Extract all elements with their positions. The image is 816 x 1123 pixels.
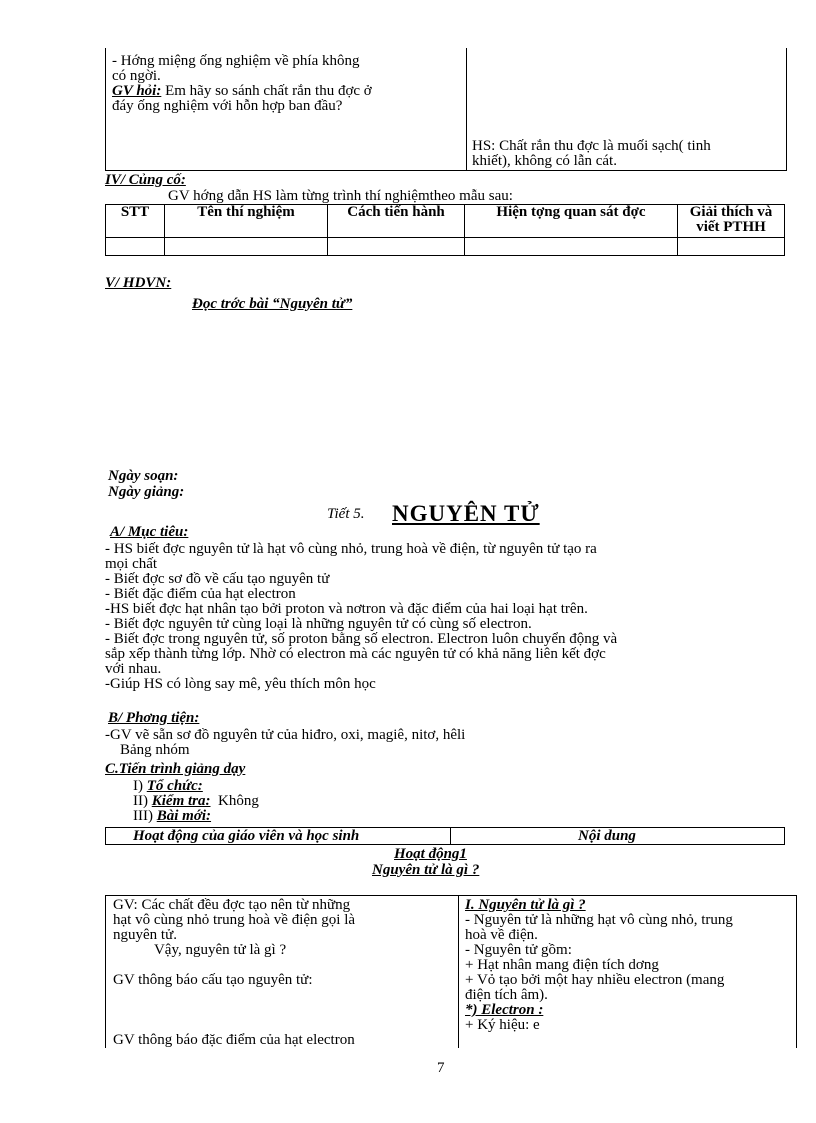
activity-header-right: Nội dung	[578, 828, 636, 844]
means-line: Bảng nhóm	[105, 742, 190, 758]
bottom-table-divider	[458, 896, 459, 1048]
bottom-table-left-cell	[113, 898, 453, 1048]
empty-cell	[328, 237, 465, 255]
objective-line: mọi chất	[105, 556, 158, 572]
objective-line: -Giúp HS có lòng say mê, yêu thích môn học	[105, 676, 376, 692]
bottom-left-line: Vậy, nguyên tử là gì ?	[113, 942, 287, 958]
top-table-right-cell	[472, 139, 782, 169]
bottom-right-line: - Nguyên tử gồm:	[465, 942, 572, 958]
gv-label: GV hỏi:	[112, 83, 162, 99]
activity-header-divider	[450, 828, 451, 844]
objective-line: - Biết đặc điểm của hạt electron	[105, 586, 296, 602]
prep-date: Ngày soạn:	[108, 468, 179, 484]
activity1-title: Hoạt động1	[394, 846, 467, 862]
col-giai-thich: Giải thích và viết PTHH	[678, 205, 785, 238]
lesson-number: Tiết 5.	[327, 506, 365, 522]
step-number: I)	[133, 778, 147, 794]
bottom-right-line: hoà về điện.	[465, 927, 538, 943]
electron-heading: *) Electron :	[465, 1002, 544, 1018]
objective-line: - Biết đợc trong nguyên tử, số proton bằng số electron. Electron luôn chuyển động và	[105, 631, 618, 647]
top-left-line: có ngời.	[112, 68, 161, 84]
bottom-left-line	[113, 988, 453, 1003]
means-line: -GV vẽ sẵn sơ đồ nguyên tử của hiđro, oxi, magiê, nitơ, hêli	[105, 727, 466, 743]
step-number: II)	[133, 793, 152, 809]
right-heading: I. Nguyên tử là gì ?	[465, 897, 586, 913]
bottom-right-line: - Nguyên tử là những hạt vô cùng nhỏ, trung	[465, 912, 733, 928]
bottom-table-right-cell	[465, 898, 795, 1033]
bottom-left-line: hạt vô cùng nhỏ trung hoà về điện gọi là	[113, 912, 356, 928]
bottom-left-line: GV thông báo đặc điểm của hạt electron	[113, 1032, 355, 1048]
bottom-right-line: điện tích âm).	[465, 987, 548, 1003]
objectives-list	[105, 542, 785, 692]
section5-task: Đọc trớc bài “Nguyên tử”	[192, 296, 353, 312]
objective-line: với nhau.	[105, 661, 162, 677]
electron-line: + Ký hiệu: e	[465, 1017, 540, 1033]
empty-cell	[106, 237, 165, 255]
step-label: Bài mới:	[156, 808, 212, 824]
top-right-line: khiết), không có lẫn cát.	[472, 153, 617, 169]
bottom-left-line	[113, 1003, 453, 1018]
step-label: Tổ chức:	[146, 778, 203, 794]
bottom-left-line: GV thông báo cấu tạo nguyên tử:	[113, 972, 313, 988]
objective-line: - Biết đợc nguyên tử cùng loại là những nguyên tử có cùng số electron.	[105, 616, 532, 632]
empty-cell	[678, 237, 785, 255]
col-hien-tuong: Hiện tợng quan sát đợc	[465, 205, 678, 238]
col-cach: Cách tiến hành	[328, 205, 465, 238]
step-value: Không	[210, 793, 259, 809]
page-number: 7	[437, 1060, 445, 1076]
top-table-left-cell	[112, 54, 462, 114]
means-list	[105, 728, 465, 758]
step-number: III)	[133, 808, 157, 824]
lesson-title: NGUYÊN TỬ	[392, 501, 540, 526]
process-heading: C.Tiến trình giảng dạy	[105, 761, 246, 777]
section4-heading: IV/ Củng cố:	[105, 172, 186, 188]
bottom-left-line: nguyên tử.	[113, 927, 177, 943]
bottom-right-line: + Hạt nhân mang điện tích dơng	[465, 957, 659, 973]
experiment-table	[105, 204, 785, 256]
gv-question-text: Em hãy so sánh chất rắn thu đợc ở	[161, 83, 372, 99]
objective-line: sắp xếp thành từng lớp. Nhờ có electron mà các nguyên tử có khả năng liên kết đợc	[105, 646, 606, 662]
means-heading: B/ Phơng tiện:	[108, 710, 200, 726]
bottom-left-line	[113, 1018, 453, 1033]
gv-question	[112, 84, 462, 99]
activity-header-left: Hoạt động của giáo viên và học sinh	[133, 828, 360, 844]
bottom-left-line	[113, 958, 453, 973]
bottom-right-line: + Vỏ tạo bởi một hay nhiều electron (mang	[465, 972, 725, 988]
top-table-divider	[466, 48, 467, 170]
empty-cell	[465, 237, 678, 255]
section4-instruction: GV hớng dẫn HS làm từng trình thí nghiệmtheo mẫu sau:	[168, 188, 513, 204]
step-label: Kiểm tra:	[151, 793, 211, 809]
process-steps	[133, 779, 259, 824]
objective-line: - Biết đợc sơ đồ về cấu tạo nguyên tử	[105, 571, 330, 587]
objective-line: -HS biết đợc hạt nhân tạo bởi proton và nơtron và đặc điểm của hai loại hạt trên.	[105, 601, 588, 617]
col-stt: STT	[106, 205, 165, 238]
objectives-heading: A/ Mục tiêu:	[110, 524, 189, 540]
empty-cell	[165, 237, 328, 255]
section5-heading: V/ HDVN:	[105, 275, 172, 291]
activity1-subtitle: Nguyên tử là gì ?	[372, 862, 480, 878]
gv-question-line2: đáy ống nghiệm với hỗn hợp ban đầu?	[112, 98, 343, 114]
col-ten: Tên thí nghiệm	[165, 205, 328, 238]
objective-line: - HS biết đợc nguyên tử là hạt vô cùng nhỏ, trung hoà về điện, từ nguyên tử tạo ra	[105, 541, 597, 557]
process-step-1	[133, 779, 259, 794]
activity-header	[105, 827, 785, 845]
top-left-line: - Hớng miệng ống nghiệm về phía không	[112, 53, 360, 69]
process-step-3	[133, 809, 259, 824]
top-right-line: HS: Chất rắn thu đợc là muối sạch( tinh	[472, 138, 711, 154]
process-step-2	[133, 794, 259, 809]
teach-date: Ngày giảng:	[108, 484, 185, 500]
bottom-left-line: GV: Các chất đều đợc tạo nên từ những	[113, 897, 351, 913]
